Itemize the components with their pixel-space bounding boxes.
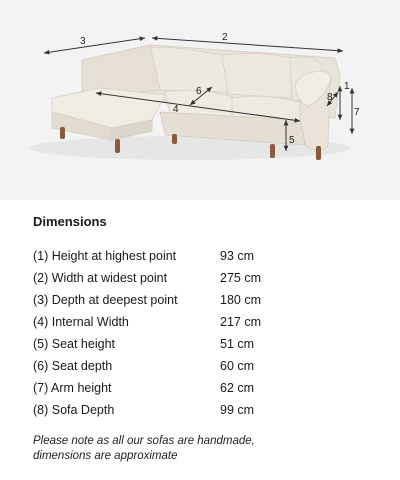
- back-cushion-middle: [222, 53, 292, 98]
- dimension-value: 93 cm: [220, 249, 255, 263]
- leg: [60, 127, 65, 139]
- dimensions-table: [33, 245, 363, 421]
- dimension-row: [33, 267, 363, 289]
- return-back: [82, 45, 160, 96]
- dimension-row: [33, 333, 363, 355]
- dimension-row: [33, 399, 363, 421]
- dimension-label: (2) Width at widest point: [33, 271, 168, 285]
- dimension-value: 60 cm: [220, 359, 255, 373]
- dimension-row: [33, 377, 363, 399]
- dim-label-6: 6: [196, 86, 202, 97]
- dimension-label: (4) Internal Width: [33, 315, 129, 329]
- dimension-value: 51 cm: [220, 337, 255, 351]
- dimension-label: (5) Seat height: [33, 337, 115, 351]
- sofa-diagram: [0, 0, 400, 200]
- note-line-1: Please note as all our sofas are handmade,: [33, 435, 255, 447]
- dim-label-3: 3: [80, 36, 86, 47]
- dimension-row: [33, 311, 363, 333]
- dimension-value: 217 cm: [220, 315, 261, 329]
- dim-label-8: 8: [327, 92, 333, 103]
- back-cushion-left: [150, 47, 228, 92]
- dimension-row: [33, 355, 363, 377]
- leg: [270, 144, 275, 158]
- dimensions-heading: Dimensions: [33, 214, 107, 229]
- dimension-row: [33, 245, 363, 267]
- dimension-value: 99 cm: [220, 403, 255, 417]
- leg: [172, 134, 177, 144]
- dim-label-1: 1: [344, 81, 350, 92]
- note-line-2: dimensions are approximate: [33, 450, 178, 462]
- dimension-row: [33, 289, 363, 311]
- sofa-dimension-figure: [0, 0, 400, 200]
- dim-label-7: 7: [354, 107, 360, 118]
- dim-label-4: 4: [173, 104, 179, 115]
- dimension-label: (1) Height at highest point: [33, 249, 177, 263]
- dimension-label: (7) Arm height: [33, 381, 112, 395]
- dim-label-2: 2: [222, 32, 228, 43]
- dim-label-5: 5: [289, 135, 295, 146]
- dimension-label: (3) Depth at deepest point: [33, 293, 178, 307]
- handmade-note: [33, 434, 373, 464]
- dimension-value: 62 cm: [220, 381, 255, 395]
- dimension-value: 275 cm: [220, 271, 261, 285]
- dimension-label: (8) Sofa Depth: [33, 403, 115, 417]
- leg: [115, 139, 120, 153]
- leg: [316, 146, 321, 160]
- dimension-value: 180 cm: [220, 293, 261, 307]
- dimension-label: (6) Seat depth: [33, 359, 113, 373]
